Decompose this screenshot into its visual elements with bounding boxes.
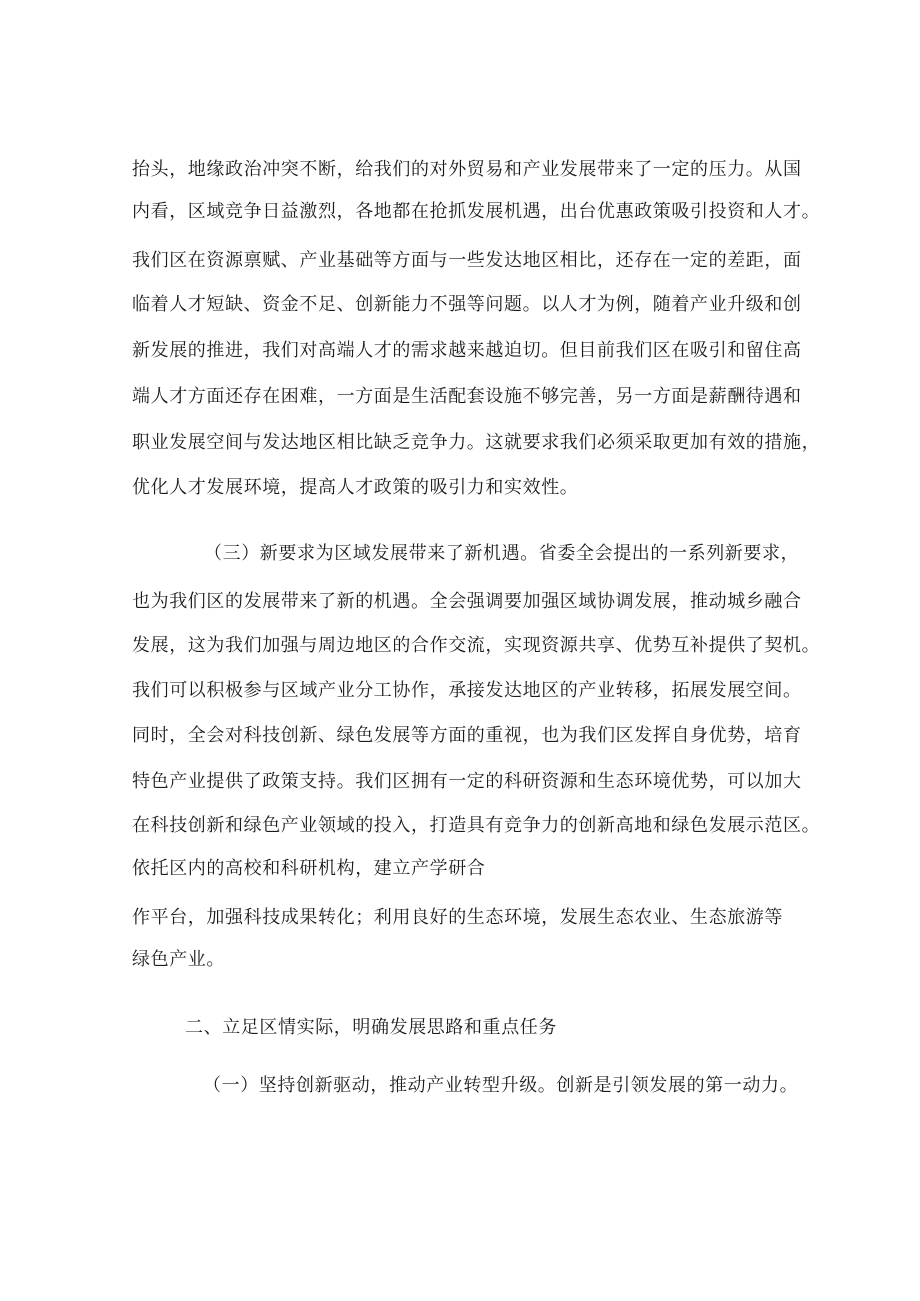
text-line-16: 依托区内的高校和科研机构，建立产学研合 [132, 858, 486, 879]
text-line-12: 我们可以积极参与区域产业分工协作，承接发达地区的产业转移，拓展发展空间。 [132, 680, 802, 701]
text-line-5: 新发展的推进，我们对高端人才的需求越来越迫切。但目前我们区在吸引和留住高 [132, 340, 802, 361]
text-line-13: 同时，全会对科技创新、绿色发展等方面的重视，也为我们区发挥自身优势，培育 [132, 725, 802, 746]
section-heading-two: 二、立足区情实际，明确发展思路和重点任务 [185, 1017, 557, 1038]
text-line-4: 临着人才短缺、资金不足、创新能力不强等问题。以人才为例，随着产业升级和创 [132, 294, 802, 315]
subheading-three: （三）新要求为区域发展带来了新机遇。省委全会提出的一系列新要求， [204, 543, 800, 564]
text-line-18: 绿色产业。 [132, 949, 225, 970]
text-line-11: 发展，这为我们加强与周边地区的合作交流，实现资源共享、优势互补提供了契机。 [132, 635, 821, 656]
text-line-7: 职业发展空间与发达地区相比缺乏竞争力。这就要求我们必须采取更加有效的措施， [132, 432, 821, 453]
text-line-2: 内看，区域竞争日益激烈，各地都在抢抓发展机遇，出台优惠政策吸引投资和人才。 [132, 201, 821, 222]
text-line-6: 端人才方面还存在困难，一方面是生活配套设施不够完善，另一方面是薪酬待遇和 [132, 386, 802, 407]
text-line-1: 抬头，地缘政治冲突不断，给我们的对外贸易和产业发展带来了一定的压力。从国 [132, 159, 802, 180]
text-line-14: 特色产业提供了政策支持。我们区拥有一定的科研资源和生态环境优势，可以加大 [132, 771, 802, 792]
text-line-10: 也为我们区的发展带来了新的机遇。全会强调要加强区域协调发展，推动城乡融合 [132, 591, 802, 612]
text-line-17: 作平台，加强科技成果转化；利用良好的生态环境，发展生态农业、生态旅游等 [132, 907, 783, 928]
text-line-3: 我们区在资源禀赋、产业基础等方面与一些发达地区相比，还存在一定的差距，面 [132, 250, 802, 271]
text-line-15: 在科技创新和绿色产业领域的投入，打造具有竞争力的创新高地和绿色发展示范区。 [132, 815, 821, 836]
subheading-one: （一）坚持创新驱动，推动产业转型升级。创新是引领发展的第一动力。 [203, 1075, 799, 1096]
text-line-8: 优化人才发展环境，提高人才政策的吸引力和实效性。 [132, 477, 579, 498]
